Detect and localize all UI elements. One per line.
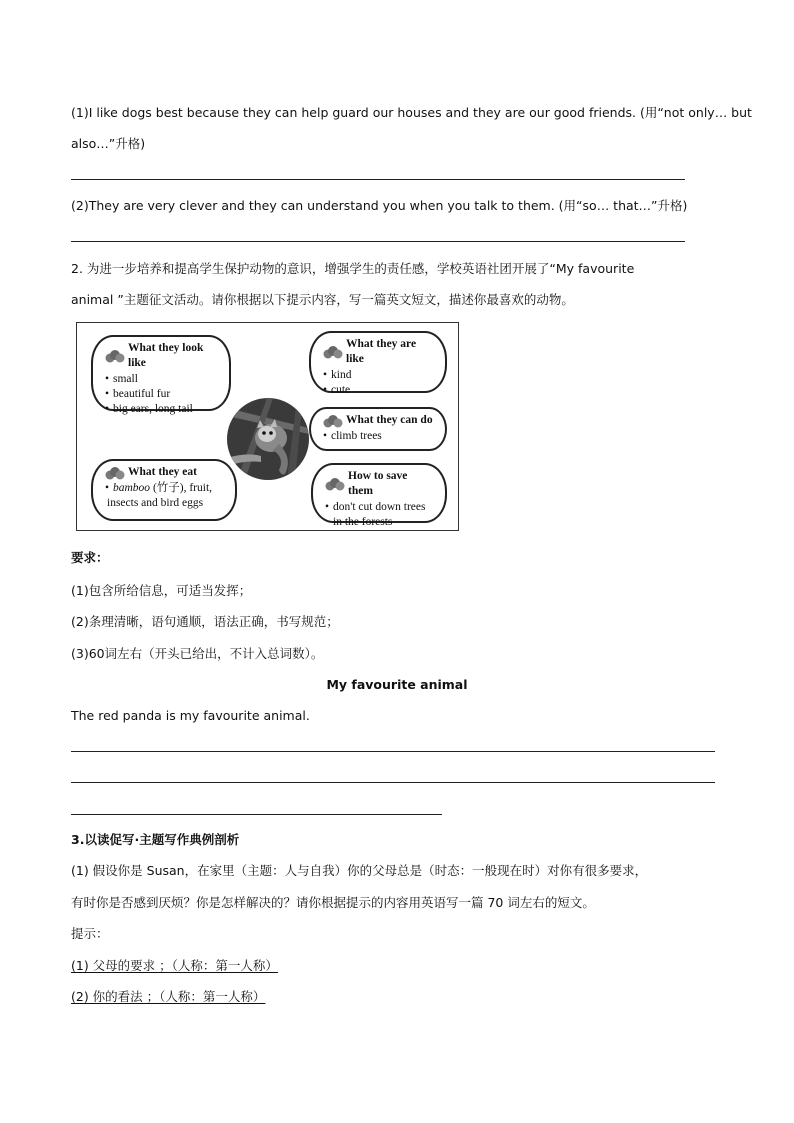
requirement-1: (1)包含所给信息，可适当发挥；	[71, 583, 252, 598]
cloud-icon	[323, 414, 343, 428]
q1-sentence-1-cont: also…”升格)	[71, 136, 146, 151]
hint-item-1: (1) 父母的要求 ；（人称：第一人称）	[71, 958, 278, 973]
bubble-item: • beautiful fur	[105, 387, 219, 402]
cloud-icon	[323, 345, 343, 359]
q1-sentence-2: (2)They are very clever and they can understand you when you talk to them. (用“so… that…”升格)	[71, 198, 688, 213]
answer-line[interactable]	[71, 241, 685, 242]
q3-prompt-line1: (1) 假设你是 Susan，在家里（主题：人与自我）你的父母总是（时态：一般现在时）对你有很多要求，	[71, 863, 648, 878]
q3-prompt-line2: 有时你是否感到厌烦？你是怎样解决的？请你根据提示的内容用英语写一篇 70 词左右的短文。	[71, 895, 595, 910]
animal-info-illustration	[76, 322, 459, 531]
red-panda-image	[227, 398, 309, 480]
bubble-can-do	[309, 407, 447, 451]
bubble-title: What they look like	[128, 342, 204, 369]
bubble-eat	[91, 459, 237, 521]
bubble-item: • cute	[323, 383, 435, 398]
bubble-title: What they can do	[346, 414, 433, 426]
bubble-item: • don't cut down trees	[325, 500, 435, 515]
bubble-item: • small	[105, 372, 219, 387]
red-panda-photo	[227, 398, 309, 480]
bubble-title: How to save them	[348, 470, 408, 497]
hint-item-2: (2) 你的看法 ；（人称：第一人称）	[71, 989, 266, 1004]
essay-writing-line[interactable]	[71, 751, 715, 752]
bubble-item-cont: insects and bird eggs	[107, 497, 204, 509]
requirements-heading: 要求：	[71, 550, 109, 565]
bamboo-word: bamboo	[113, 482, 151, 494]
cloud-icon	[325, 477, 345, 491]
essay-title: My favourite animal	[326, 677, 468, 692]
answer-line[interactable]	[71, 179, 685, 180]
bubble-item	[105, 481, 225, 496]
requirement-3: (3)60词左右（开头已给出，不计入总词数）。	[71, 646, 324, 661]
bubble-are-like	[309, 331, 447, 396]
essay-opening: The red panda is my favourite animal.	[71, 708, 310, 723]
bubble-title: What they eat	[128, 466, 197, 478]
requirement-2: (2)条理清晰，语句通顺，语法正确，书写规范；	[71, 614, 339, 629]
q3-heading: 3.以读促写·主题写作典例剖析	[71, 832, 240, 847]
q1-sentence-1: (1)I like dogs best because they can help guard our houses and they are our good friends. (用“not only… but	[71, 105, 752, 120]
cloud-icon	[105, 349, 125, 363]
q2-prompt-line2: animal ”主题征文活动。请你根据以下提示内容，写一篇英文短文，描述你最喜欢的动物。	[71, 292, 574, 307]
bubble-item-text: (竹子), fruit,	[150, 482, 213, 494]
q2-prompt-line1: 2. 为进一步培养和提高学生保护动物的意识，增强学生的责任感，学校英语社团开展了“My favourite	[71, 261, 635, 276]
bubble-save	[311, 463, 447, 528]
cloud-icon	[105, 466, 125, 480]
bubble-item: • big ears, long tail	[105, 402, 219, 417]
bubble-item-cont: in the forests	[333, 516, 393, 528]
essay-writing-line[interactable]	[71, 814, 442, 815]
hint-label: 提示：	[71, 926, 109, 941]
bubble-title: What they are like	[346, 338, 417, 365]
essay-writing-line[interactable]	[71, 782, 715, 783]
bubble-look-like	[91, 335, 231, 415]
bubble-item: • kind	[323, 368, 435, 383]
bubble-item: • climb trees	[323, 429, 435, 444]
